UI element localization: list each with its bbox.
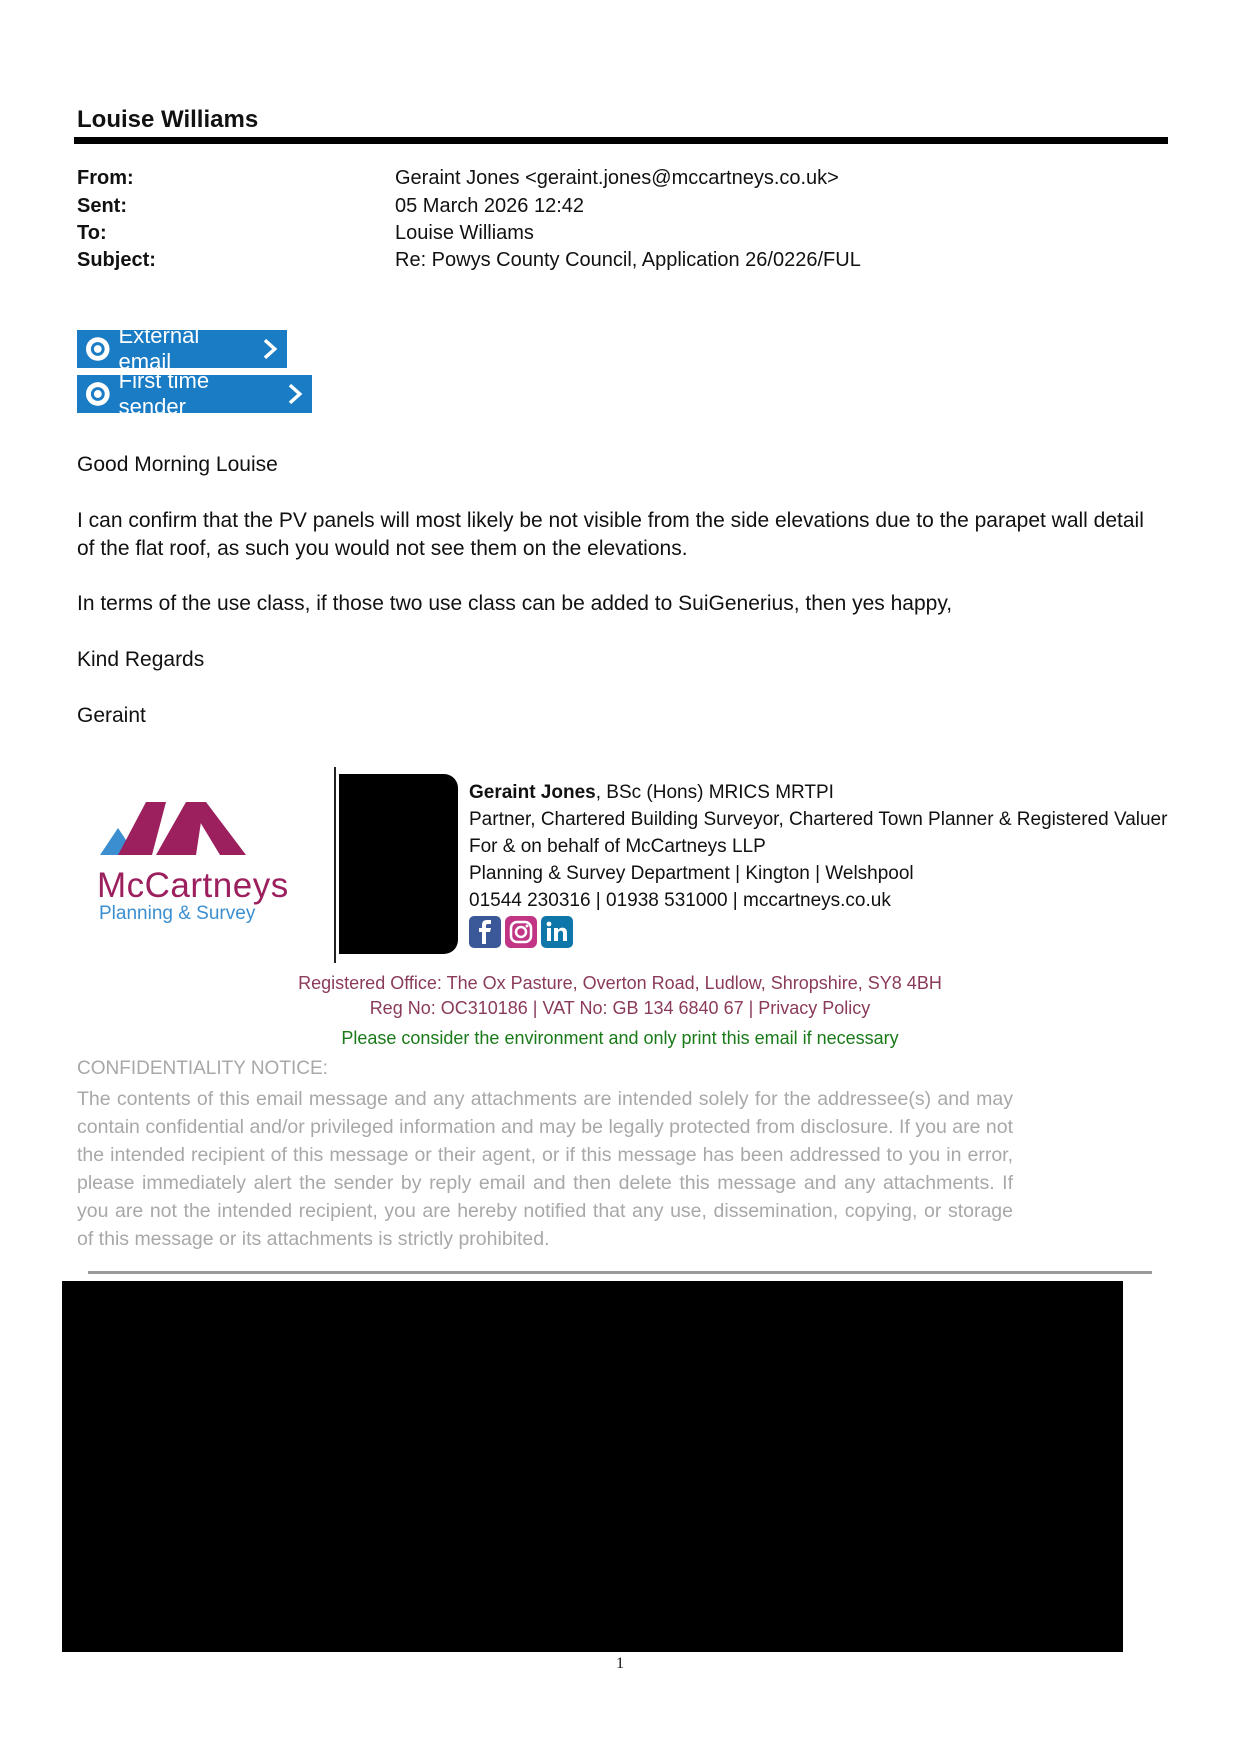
shield-icon: [85, 381, 111, 407]
body-paragraph-2: In terms of the use class, if those two use class can be added to SuiGenerius, then yes happy,: [77, 592, 953, 615]
confidentiality-body: The contents of this email message and any attachments are intended solely for the addressee(s) and may contain confidential and/or privileged information and may be legally protected from disclosure. If you are not the intended recipient of this message or their agent, or if this message has been addressed to you in error, please immediately alert the sender by reply email and then delete this message and any attachments. If you are not the intended recipient, you are hereby notified that any use, dissemination, copying, or storage of this message or its attachments is strictly prohibited.: [77, 1088, 1013, 1250]
shield-icon: [85, 336, 111, 362]
chevron-right-icon: [261, 337, 279, 361]
social-links: [469, 916, 573, 948]
chevron-right-icon: [286, 382, 304, 406]
first-time-sender-label: First time sender: [118, 368, 210, 419]
confidentiality-title: CONFIDENTIALITY NOTICE:: [77, 1058, 328, 1079]
registered-office: Registered Office: The Ox Pasture, Overton Road, Ludlow, Shropshire, SY8 4BH: [298, 973, 942, 993]
instagram-icon[interactable]: [505, 916, 537, 948]
signature-qualifications: , BSc (Hons) MRICS MRTPI: [595, 782, 834, 803]
logo-subtitle: Planning & Survey: [99, 903, 256, 924]
signature-name: Geraint Jones: [469, 782, 596, 803]
environment-note: Please consider the environment and only print this email if necessary: [341, 1028, 899, 1048]
redacted-photo: [339, 774, 458, 954]
signature-department: Planning & Survey Department | Kington | Welshpool: [469, 863, 914, 884]
sent-label: Sent:: [77, 195, 127, 217]
mccartneys-logo: [97, 800, 312, 930]
header-rule: [74, 137, 1168, 144]
signature-name-line: [469, 782, 834, 804]
to-value: Louise Williams: [395, 222, 534, 244]
external-email-tag[interactable]: [77, 323, 287, 374]
mailbox-owner-name: Louise Williams: [77, 106, 259, 133]
from-label: From:: [77, 167, 134, 189]
facebook-icon[interactable]: [469, 916, 501, 948]
body-paragraph-1: I can confirm that the PV panels will most likely be not visible from the side elevations due to the parapet wall detail of the flat roof, as such you would not see them on the elevations.: [77, 509, 1144, 560]
subject-value: Re: Powys County Council, Application 26/0226/FUL: [395, 249, 861, 271]
first-time-sender-tag[interactable]: [77, 368, 312, 419]
greeting: Good Morning Louise: [77, 453, 278, 476]
closing: Kind Regards: [77, 648, 205, 671]
linkedin-icon[interactable]: [541, 916, 573, 948]
sent-value: 05 March 2026 12:42: [395, 195, 585, 217]
page-number: 1: [616, 1655, 624, 1672]
logo-mark-icon: [100, 800, 250, 855]
signature-divider: [334, 767, 336, 963]
signature-role: Partner, Chartered Building Surveyor, Chartered Town Planner & Registered Valuer: [469, 809, 1168, 830]
signature-behalf: For & on behalf of McCartneys LLP: [469, 836, 766, 857]
registration-numbers: Reg No: OC310186 | VAT No: GB 134 6840 67 | Privacy Policy: [369, 998, 871, 1018]
external-email-label: External email: [118, 323, 200, 374]
sender-first-name: Geraint: [77, 704, 146, 727]
footer-separator: [88, 1271, 1152, 1274]
signature-contact: 01544 230316 | 01938 531000 | mccartneys.co.uk: [469, 890, 891, 911]
redacted-block: [62, 1281, 1123, 1652]
subject-label: Subject:: [77, 249, 156, 271]
from-value: Geraint Jones <geraint.jones@mccartneys.co.uk>: [395, 167, 839, 189]
logo-name: McCartneys: [97, 866, 289, 905]
to-label: To:: [77, 222, 107, 244]
